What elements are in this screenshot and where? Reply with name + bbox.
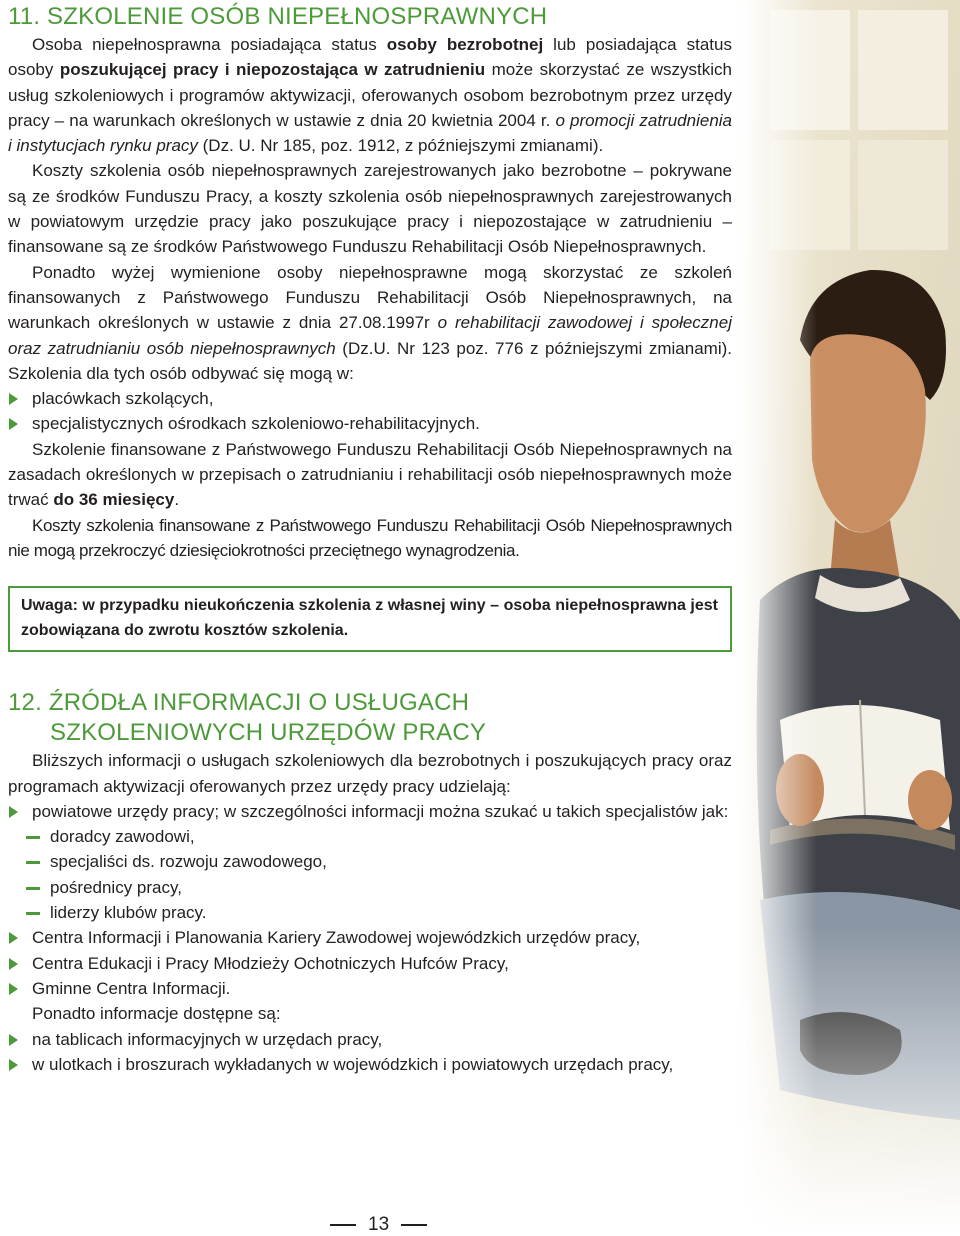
page-number: 13: [368, 1214, 390, 1235]
section-12-also: Ponadto informacje dostępne są:: [32, 1004, 281, 1024]
list-item: w ulotkach i broszurach wykładanych w wojewódzkich i powiatowych urzędach pracy,: [8, 1052, 732, 1077]
section-11-paragraph-2: Koszty szkolenia osób niepełnosprawnych zarejestrowanych jako bezrobotne – pokrywane są ze środków Funduszu Pracy, a koszty szkolenia osób niepełnosprawnych zarejestrowanych w powiatowym urzędzie pracy jako poszukujące pracy i niepozostające w zatrudnieniu – finansowane są ze środków Państwowego Funduszu Rehabilitacji Osób Niepełnosprawnych.: [8, 161, 732, 257]
page-content: [8, 0, 732, 1077]
list-item: Centra Informacji i Planowania Kariery Zawodowej wojewódzkich urzędów pracy,: [8, 925, 732, 950]
section-12-intro: Bliższych informacji o usługach szkoleniowych dla bezrobotnych i poszukujących pracy oraz programach aktywizacji oferowanych przez urzędy pracy udzielają:: [8, 751, 732, 796]
info-sources-list: [8, 799, 732, 824]
warning-note-box: Uwaga: w przypadku nieukończenia szkolenia z własnej winy – osoba niepełnosprawna jest zobowiązana do zwrotu kosztów szkolenia.: [8, 586, 732, 652]
dash-bullet-icon: [26, 912, 40, 915]
bullet-triangle-icon: [9, 932, 18, 944]
bullet-triangle-icon: [9, 806, 18, 818]
dash-bullet-icon: [26, 861, 40, 864]
section-11-paragraph-5: Koszty szkolenia finansowane z Państwowego Funduszu Rehabilitacji Osób Niepełnosprawnych nie mogą przekroczyć dziesięciokrotności przeciętnego wynagrodzenia.: [8, 515, 732, 560]
bullet-triangle-icon: [9, 958, 18, 970]
list-item: powiatowe urzędy pracy; w szczególności informacji można szukać u takich specjalistów jak:: [8, 799, 732, 824]
list-item: na tablicach informacyjnych w urzędach pracy,: [8, 1027, 732, 1052]
specialists-list: [8, 824, 732, 925]
dash-bullet-icon: [26, 836, 40, 839]
list-item: Centra Edukacji i Pracy Młodzieży Ochotniczych Hufców Pracy,: [8, 951, 732, 976]
student-reading-photo: [740, 0, 960, 1234]
list-item: placówkach szkolących,: [8, 386, 732, 411]
info-centers-list: [8, 925, 732, 1001]
footer-rule-left: [330, 1224, 356, 1226]
bullet-triangle-icon: [9, 418, 18, 430]
bullet-triangle-icon: [9, 1034, 18, 1046]
list-item: specjaliści ds. rozwoju zawodowego,: [8, 849, 732, 874]
section-11-paragraph-1: Osoba niepełnosprawna posiadająca status osoby bezrobotnej lub posiadająca status osoby poszukującej pracy i niepozostająca w zatrudnieniu może skorzystać ze wszystkich usług szkoleniowych i programów aktywizacji, oferowanych osobom bezrobotnym przez urzędy pracy – na warunkach określonych w ustawie z dnia 20 kwietnia 2004 r. o promocji zatrudnienia i instytucjach rynku pracy (Dz. U. Nr 185, poz. 1912, z późniejszymi zmianami).: [8, 35, 733, 156]
section-11-title: 11. SZKOLENIE OSÓB NIEPEŁNOSPRAWNYCH: [8, 3, 548, 30]
bullet-triangle-icon: [9, 1059, 18, 1071]
list-item: doradcy zawodowi,: [8, 824, 732, 849]
bullet-triangle-icon: [9, 393, 18, 405]
section-12-title: 12. ŹRÓDŁA INFORMACJI O USŁUGACH SZKOLENIOWYCH URZĘDÓW PRACY: [8, 689, 487, 747]
list-item: pośrednicy pracy,: [8, 875, 732, 900]
dash-bullet-icon: [26, 887, 40, 890]
also-available-list: [8, 1027, 732, 1078]
section-11-paragraph-4: Szkolenie finansowane z Państwowego Funduszu Rehabilitacji Osób Niepełnosprawnych na zasadach określonych w przepisach o zatrudnianiu i rehabilitacji osób niepełnosprawnych może trwać do 36 miesięcy.: [8, 439, 732, 510]
list-item: Gminne Centra Informacji.: [8, 976, 732, 1001]
page-footer: [330, 1214, 427, 1236]
training-places-list: [8, 386, 732, 437]
section-11-paragraph-3: Ponadto wyżej wymienione osoby niepełnosprawne mogą skorzystać ze szkoleń finansowanych z Państwowego Funduszu Rehabilitacji Osób Niepełnosprawnych, na warunkach określonych w ustawie z dnia 27.08.1997r o rehabilitacji zawodowej i społecznej oraz zatrudnianiu osób niepełnosprawnych (Dz.U. Nr 123 poz. 776 z późniejszymi zmianami). Szkolenia dla tych osób odbywać się mogą w:: [8, 262, 732, 383]
footer-rule-right: [401, 1224, 427, 1226]
list-item: liderzy klubów pracy.: [8, 900, 732, 925]
list-item: specjalistycznych ośrodkach szkoleniowo-rehabilitacyjnych.: [8, 411, 732, 436]
bullet-triangle-icon: [9, 983, 18, 995]
